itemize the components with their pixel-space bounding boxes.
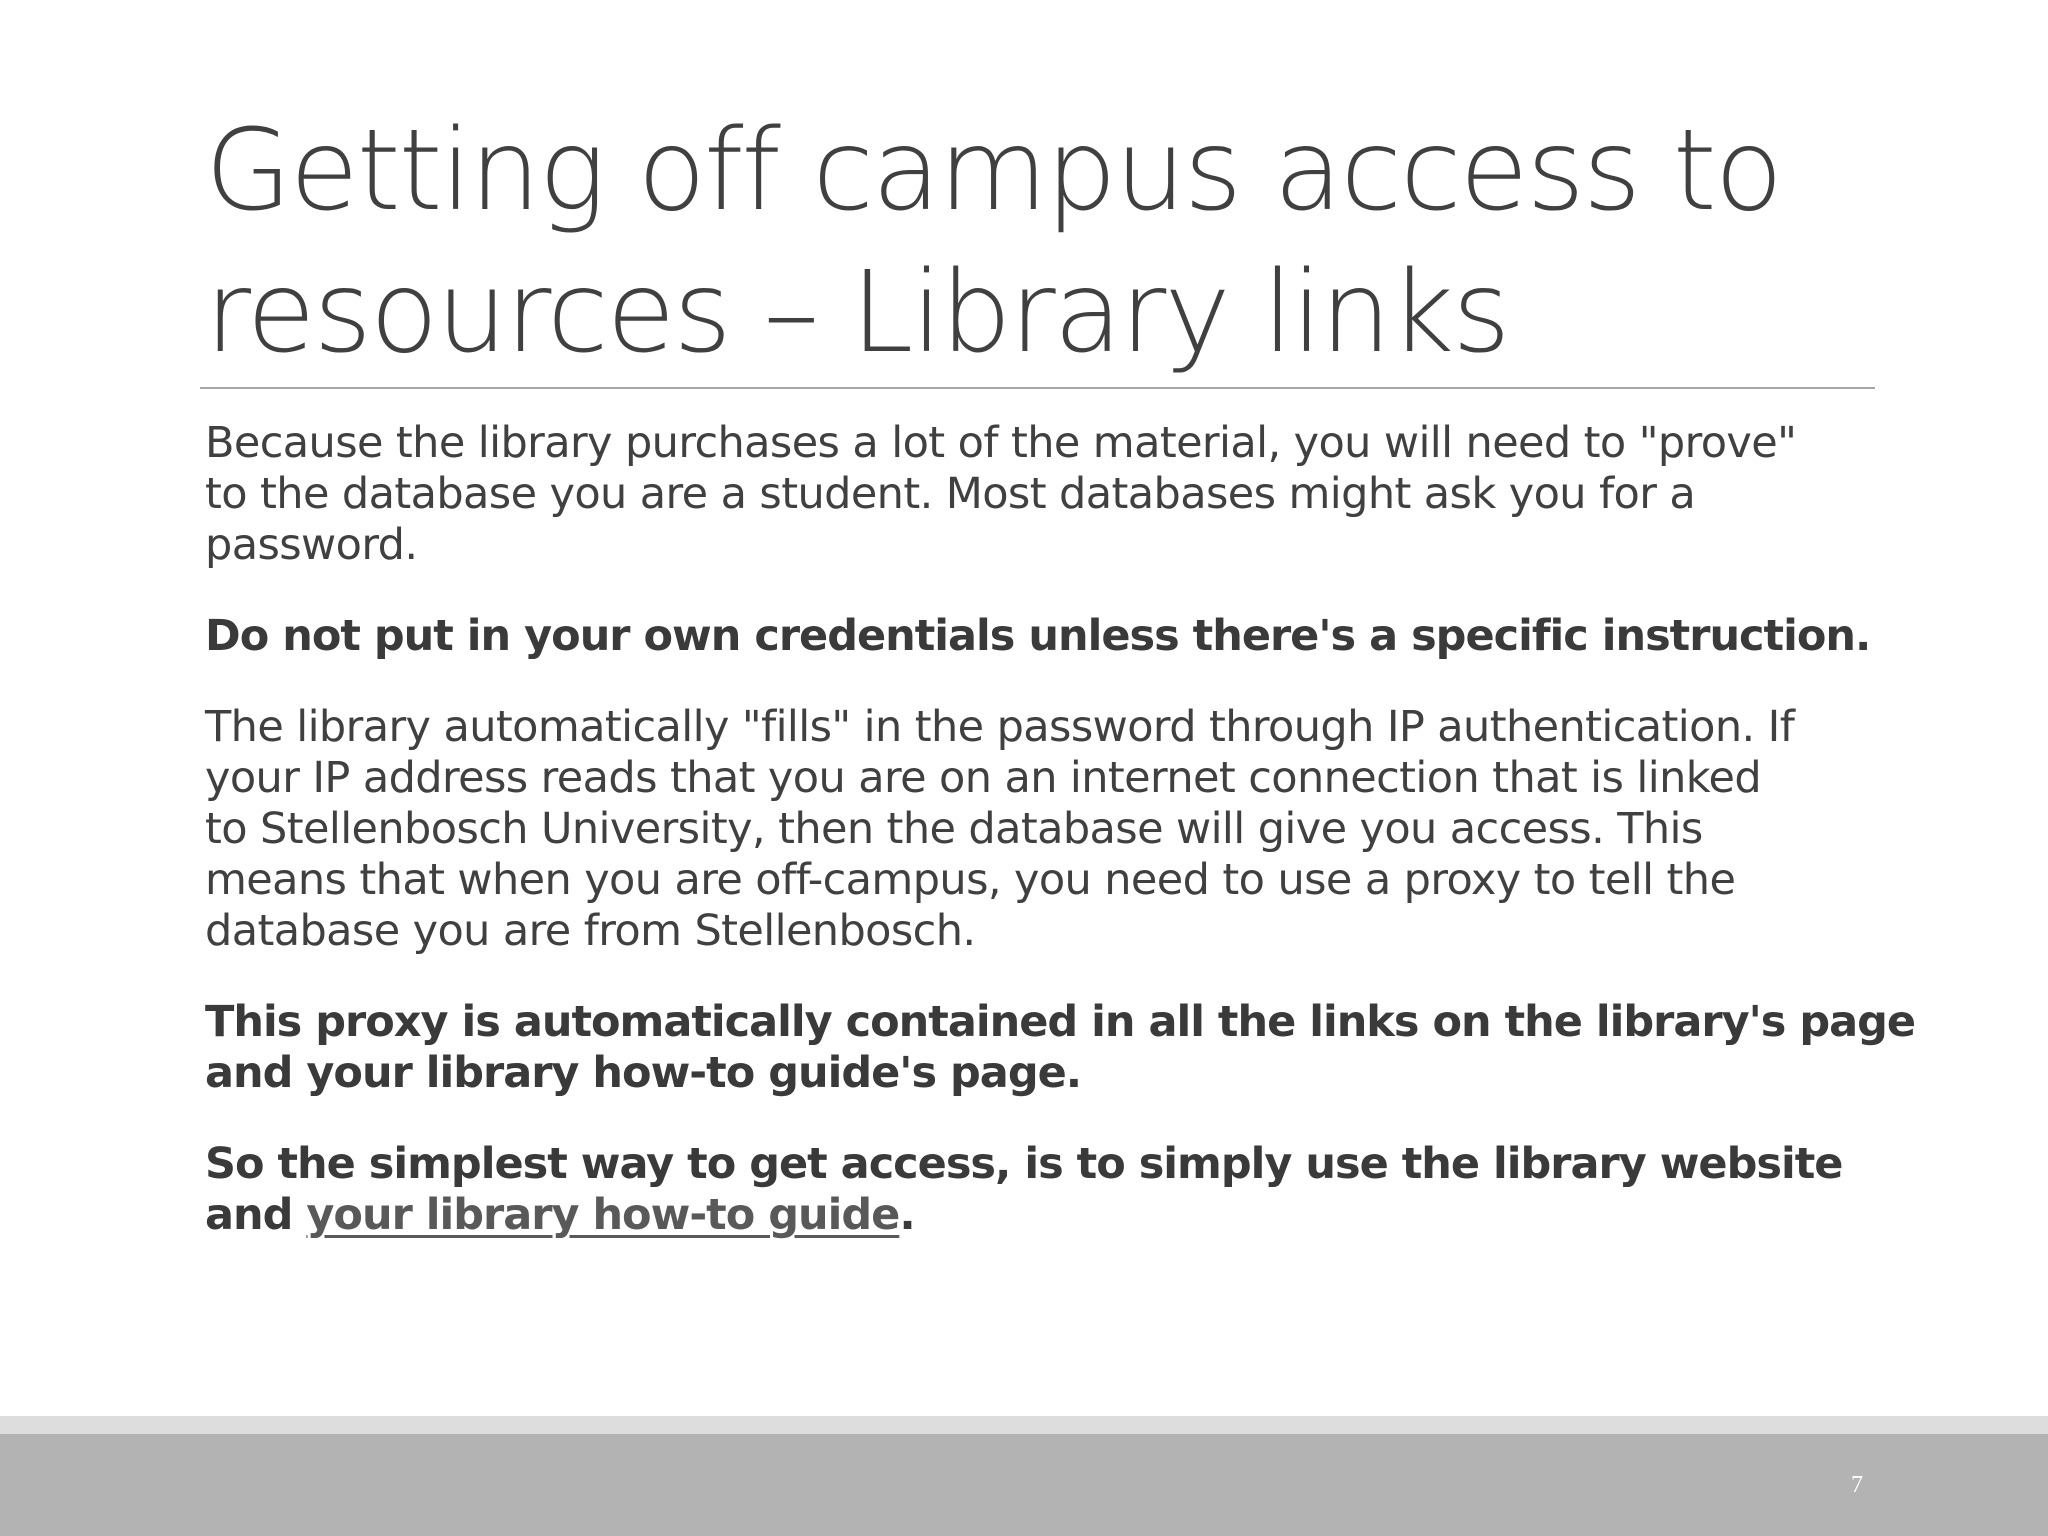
text-fragment: and [205,1190,307,1240]
text-fragment: . [899,1190,915,1240]
paragraph-simplest-way [205,1139,1885,1241]
text-line: Do not put in your own credentials unless there's a specific instruction. [205,611,1871,661]
paragraph-library-purchases [205,418,1885,571]
page-number: 7 [1851,1472,1863,1498]
how-to-guide-link[interactable]: your library how-to guide [306,1190,900,1240]
text-line: Because the library purchases a lot of the material, you will need to "prove" [205,418,1797,468]
text-line: your IP address reads that you are on an internet connection that is linked [205,753,1762,803]
text-line: This proxy is automatically contained in all the links on the library's page [205,997,1916,1047]
slide-title-line-2: resources – Library links [205,248,1509,378]
text-line: to Stellenbosch University, then the database will give you access. This [205,804,1703,854]
paragraph-credentials-warning [205,611,1885,662]
paragraph-proxy-links [205,997,1916,1099]
text-line-with-link [205,1190,1885,1241]
slide-body [205,418,1916,1281]
paragraph-ip-authentication [205,702,1885,957]
text-line: database you are from Stellenbosch. [205,906,976,956]
text-line: and your library how-to guide's page. [205,1048,1082,1098]
text-line: The library automatically "fills" in the password through IP authentication. If [205,702,1795,752]
footer-highlight-strip [0,1416,2048,1434]
slide-title [205,100,1865,384]
text-line: password. [205,520,418,570]
footer-bar [0,1434,2048,1536]
text-line: So the simplest way to get access, is to simply use the library website [205,1139,1843,1189]
title-divider [200,387,1875,389]
text-line: means that when you are off-campus, you need to use a proxy to tell the [205,855,1736,905]
text-line: to the database you are a student. Most databases might ask you for a [205,469,1696,519]
slide-title-line-1: Getting off campus access to [205,106,1782,236]
